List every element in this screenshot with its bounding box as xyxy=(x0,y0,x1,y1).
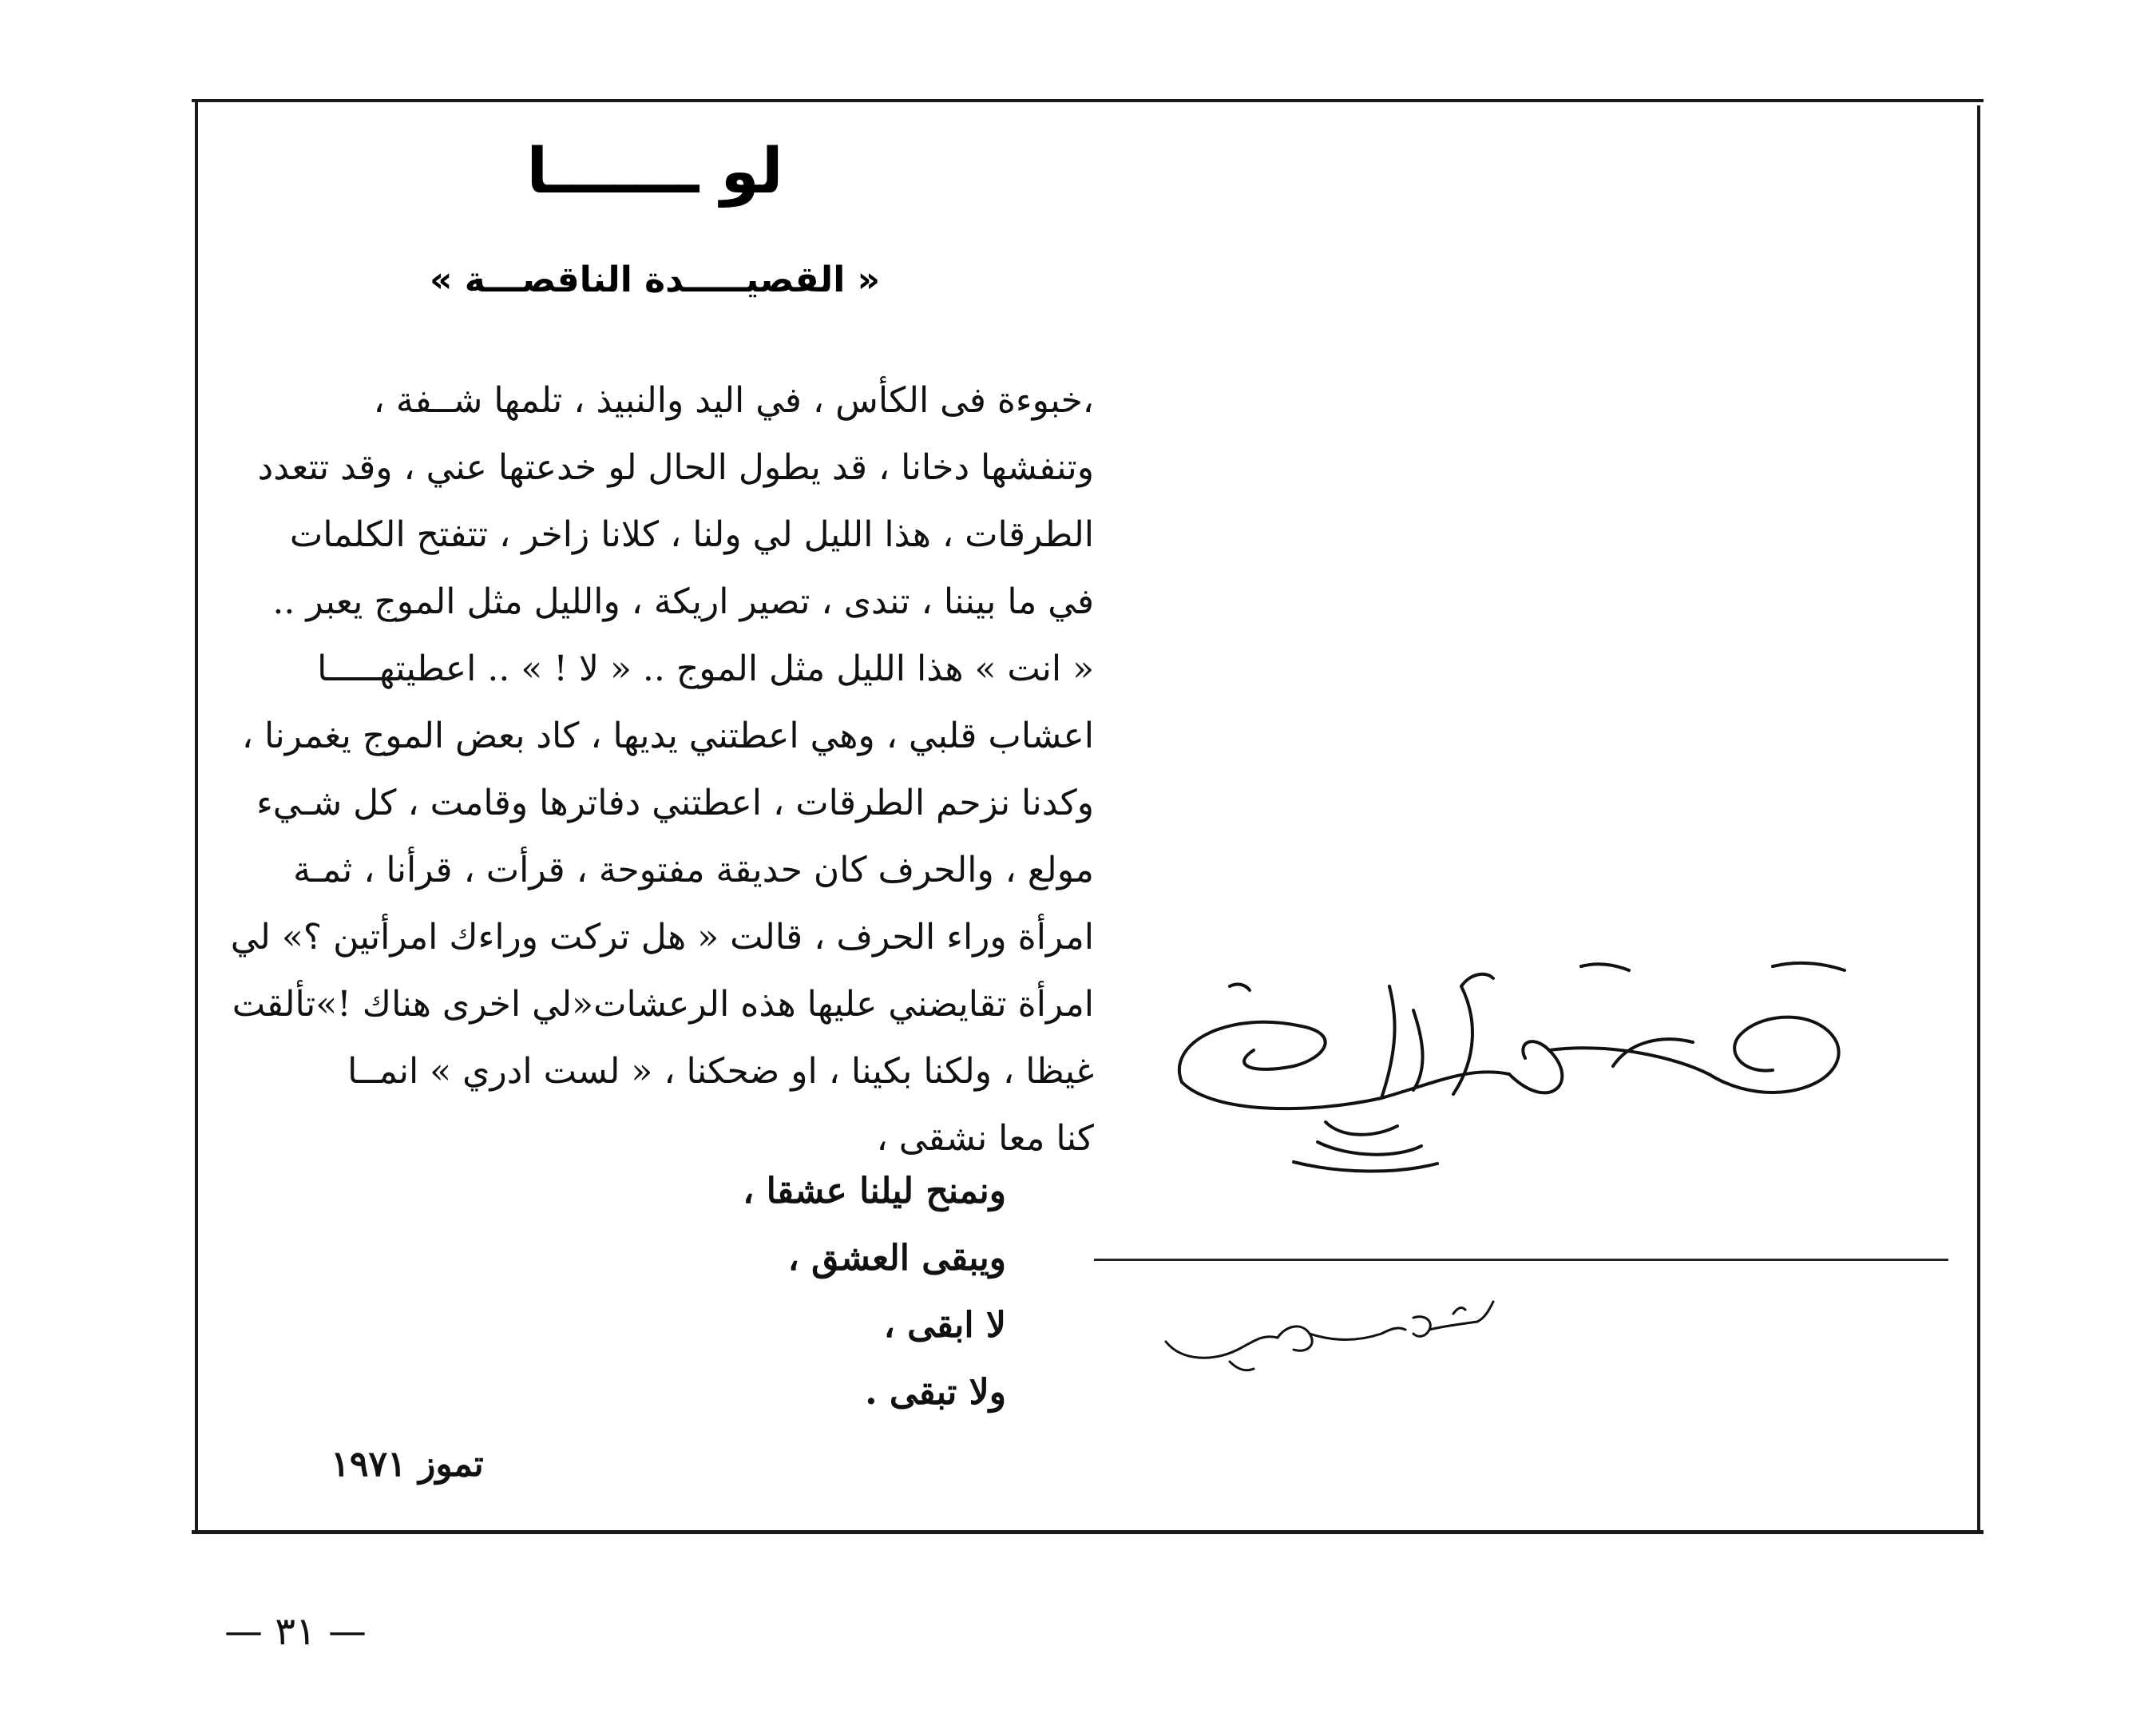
prose-line: امرأة وراء الحرف ، قالت « هل تركت وراءك امرأتين ؟» لي xyxy=(230,917,1094,958)
page-number: — ٣١ — xyxy=(224,1609,367,1654)
prose-line: ،خبوءة فى الكأس ، في اليد والنبيذ ، تلمها شــفة ، xyxy=(373,380,1094,421)
prose-line: الطرقات ، هذا الليل لي ولنا ، كلانا زاخر ، تتفتح الكلمات xyxy=(289,514,1094,555)
frame-left-rule xyxy=(195,99,198,1534)
prose-line: كنا معا نشقى ، xyxy=(876,1118,1094,1159)
prose-line: اعشاب قلبي ، وهي اعطتني يديها ، كاد بعض الموج يغمرنا ، xyxy=(241,716,1094,756)
calligraphy-divider xyxy=(1094,1259,1948,1261)
prose-line: امرأة تقايضني عليها هذه الرعشات«لي اخرى هناك !»تألقت xyxy=(232,984,1094,1025)
prose-line: وكدنا نزحم الطرقات ، اعطتني دفاترها وقامت ، كل شـيء xyxy=(256,783,1094,823)
verse-line: لا ابقى ، xyxy=(883,1305,1006,1346)
verse-line: ويبقى العشق ، xyxy=(787,1238,1006,1279)
signature-art xyxy=(1150,1286,1501,1382)
poem-title: لو ـــــــا xyxy=(526,136,783,208)
prose-line: « انت » هذا الليل مثل الموج .. « لا ! » .. اعطيتهـــــا xyxy=(317,648,1094,689)
verse-line: ونمنح ليلنا عشقا ، xyxy=(743,1171,1006,1211)
frame-top-rule xyxy=(192,99,1984,102)
prose-line: غيظا ، ولكنا بكينا ، او ضحكنا ، « لست ادري » انمــا xyxy=(347,1051,1094,1092)
frame-bottom-rule xyxy=(192,1530,1984,1534)
poem-verse xyxy=(559,1158,1006,1426)
poem-prose xyxy=(216,367,1094,1172)
frame-right-rule xyxy=(1977,105,1980,1534)
poem-date: تموز ١٩٧١ xyxy=(331,1444,484,1485)
prose-line: في ما بيننا ، تندى ، تصير اريكة ، والليل مثل الموج يعبر .. xyxy=(272,581,1094,622)
prose-line: مولع ، والحرف كان حديقة مفتوحة ، قرأت ، قرأنا ، ثمـة xyxy=(293,850,1094,890)
verse-line: ولا تبقى . xyxy=(865,1372,1006,1413)
poem-subtitle: « القصيـــــدة الناقصـــة » xyxy=(429,260,881,300)
prose-line: وتنفشها دخانا ، قد يطول الحال لو خدعتها عني ، وقد تتعدد xyxy=(257,447,1094,488)
calligraphy-title-art xyxy=(1134,954,1892,1210)
